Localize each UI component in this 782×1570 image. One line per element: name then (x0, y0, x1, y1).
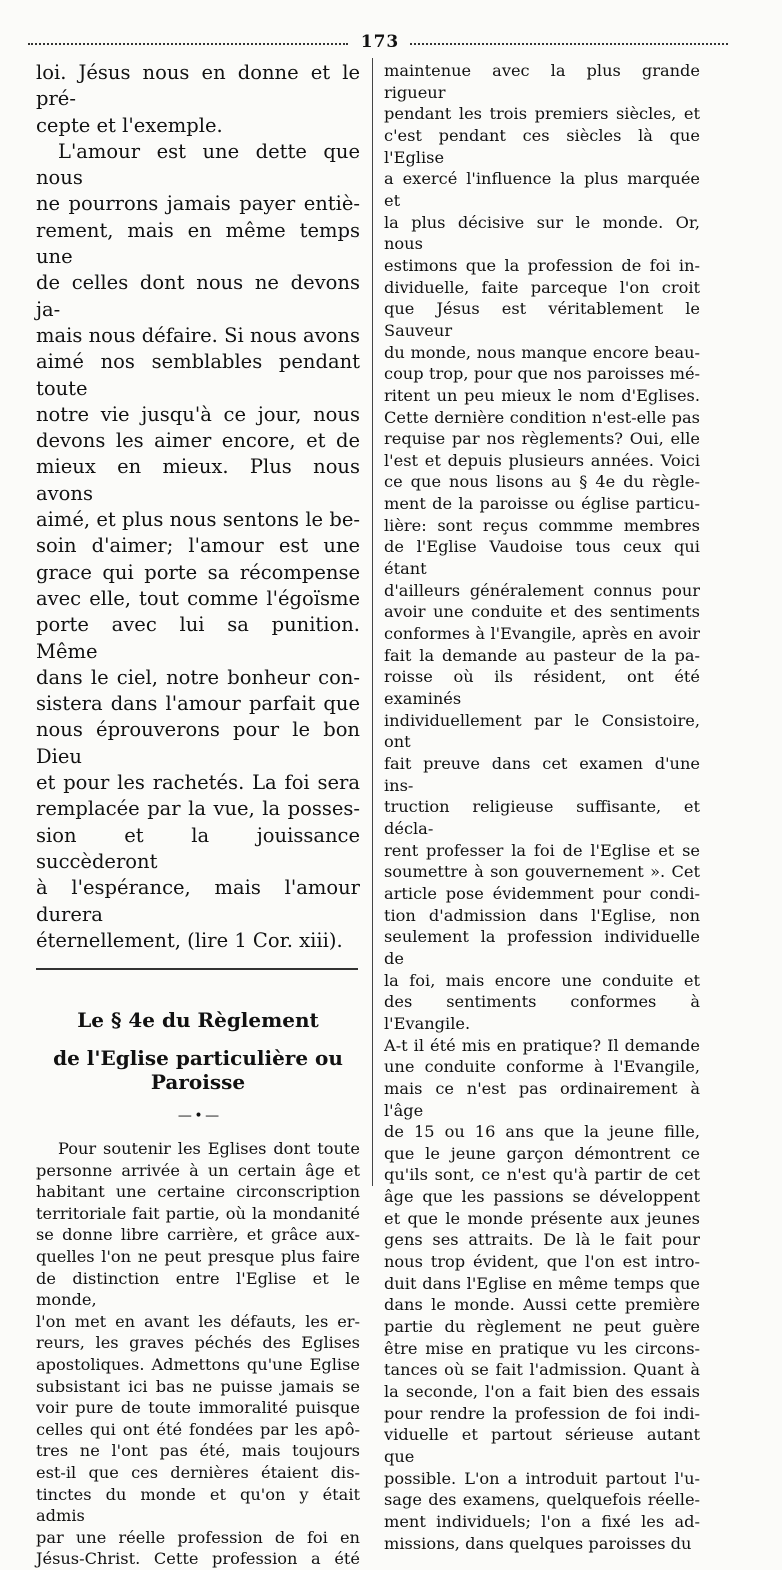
text-line: par une réelle profession de foi en (36, 1527, 360, 1547)
text-line: conformes à l'Evangile, après en avoir (384, 624, 700, 644)
text-line: notre vie jusqu'à ce jour, nous (36, 402, 360, 426)
text-line: être mise en pratique vu les circons- (384, 1338, 700, 1358)
page-number: 173 (360, 32, 400, 52)
text-line: que Jésus est véritablement le Sauveur (384, 299, 700, 340)
text-line: tion d'admission dans l'Eglise, non (384, 905, 700, 925)
header-rule-right (410, 43, 728, 45)
text-line: mais ce n'est pas ordinairement à l'âge (384, 1078, 700, 1120)
text-line: de distinction entre l'Eglise et le monde, (36, 1268, 360, 1310)
text-line: roisse où ils résident, ont été examinés (384, 667, 700, 709)
paragraph-love (36, 139, 360, 954)
text-line: duit dans l'Eglise en même temps que (384, 1273, 700, 1293)
text-line: habitant une certaine circonscription (36, 1182, 360, 1202)
text-line: éternellement, (lire 1 Cor. xiii). (36, 928, 343, 952)
column-divider (372, 58, 373, 1186)
text-line: L'amour est une dette que nous (36, 139, 360, 190)
text-line: âge que les passions se développent (384, 1187, 700, 1207)
left-column (36, 60, 360, 1570)
paragraph-church (36, 1138, 360, 1570)
text-line: de celles dont nous ne devons ja- (36, 271, 360, 321)
text-line: territoriale fait partie, où la mondanité (36, 1203, 360, 1223)
title-ornament: — • — (177, 1108, 219, 1125)
text-line: requise par nos règlements? Oui, elle (384, 429, 700, 449)
text-line: Jésus-Christ. Cette profession a été (36, 1549, 360, 1569)
section-separator (36, 968, 358, 970)
text-line: remplacée par la vue, la posses- (36, 797, 360, 821)
text-line: quelles l'on ne peut presque plus faire (36, 1247, 360, 1267)
text-line: porte avec lui sa punition. Même (36, 613, 360, 663)
text-line: la plus décisive sur le monde. Or, nous (384, 212, 700, 254)
text-line: partie du règlement ne peut guère (384, 1317, 700, 1337)
text-line: rement, mais en même temps une (36, 218, 360, 269)
text-line: seulement la profession individuelle de (384, 927, 700, 968)
text-line: tinctes du monde et qu'on y était admis (36, 1484, 360, 1526)
text-line: truction religieuse suffisante, et décla- (384, 797, 700, 838)
text-line: estimons que la profession de foi in- (384, 255, 700, 275)
text-line: avec elle, tout comme l'égoïsme (36, 586, 360, 610)
text-line: une conduite conforme à l'Evangile, (384, 1057, 700, 1077)
text-line: la seconde, l'on a fait bien des essais (384, 1382, 700, 1402)
text-line: sistera dans l'amour parfait que (36, 692, 360, 716)
text-line: grace qui porte sa récompense (36, 560, 360, 584)
text-line: ritent un peu mieux le nom d'Eglises. (384, 385, 700, 405)
text-line: celles qui ont été fondées par les apô- (36, 1419, 360, 1439)
text-line: soin d'aimer; l'amour est une (36, 534, 360, 558)
text-line: de 15 ou 16 ans que la jeune fille, (384, 1122, 700, 1142)
text-line: sion et la jouissance succèderont (36, 823, 360, 873)
text-line: maintenue avec la plus grande rigueur (384, 61, 700, 102)
text-line: aimé, et plus nous sentons le be- (36, 508, 360, 532)
text-line: individuellement par le Consistoire, ont (384, 710, 700, 752)
text-line: lière: sont reçus commme membres (384, 515, 700, 535)
text-line: ce que nous lisons au § 4e du règle- (384, 472, 700, 492)
text-line: ne pourrons jamais payer entiè- (36, 192, 360, 216)
text-line: reurs, les graves péchés des Eglises (36, 1333, 360, 1353)
text-line: l'on met en avant les défauts, les er- (36, 1311, 360, 1331)
text-line: tres ne l'ont pas été, mais toujours (36, 1441, 360, 1461)
text-line: mais nous défaire. Si nous avons (36, 323, 360, 347)
page-header (28, 32, 728, 50)
text-line: voir pure de toute immoralité puisque (36, 1398, 360, 1418)
text-line: pendant les trois premiers siècles, et (384, 104, 700, 124)
text-line: des sentiments conformes à l'Evangile. (384, 992, 700, 1033)
header-rule-left (28, 43, 348, 45)
section-title-line1: Le § 4e du Règlement (77, 1008, 319, 1033)
text-line: à l'espérance, mais l'amour durera (36, 876, 360, 926)
text-line: devons les aimer encore, et de (36, 429, 360, 453)
text-line: dans le monde. Aussi cette première (384, 1295, 700, 1315)
text-line: nous trop évident, que l'on est intro- (384, 1252, 700, 1272)
text-line: se donne libre carrière, et grâce aux- (36, 1225, 360, 1245)
text-line: et que le monde présente aux jeunes (384, 1208, 700, 1228)
text-line: viduelle et partout sérieuse autant que (384, 1425, 700, 1466)
text-line: possible. L'on a introduit partout l'u- (384, 1468, 700, 1488)
text-line: l'est et depuis plusieurs années. Voici (384, 450, 700, 470)
text-line: d'ailleurs généralement connus pour (384, 580, 700, 600)
text-line: A-t il été mis en pratique? Il demande (384, 1035, 700, 1055)
text-line: et pour les rachetés. La foi sera (36, 771, 360, 795)
text-line: subsistant ici bas ne puisse jamais se (36, 1376, 360, 1396)
text-line: rent professer la foi de l'Eglise et se (384, 840, 700, 860)
text-line: mieux en mieux. Plus nous avons (36, 455, 360, 505)
section-title-line2: de l'Eglise particulière ou Paroisse (53, 1046, 343, 1095)
text-line: qu'ils sont, ce n'est qu'à partir de cet (384, 1165, 700, 1185)
text-line: personne arrivée à un certain âge et (36, 1160, 360, 1180)
text-line: coup trop, pour que nos paroisses mé- (384, 364, 700, 384)
text-line: apostoliques. Admettons qu'une Eglise (36, 1355, 360, 1375)
text-line: Cette dernière condition n'est-elle pas (384, 407, 700, 427)
text-line: du monde, nous manque encore beau- (384, 342, 700, 362)
text-line: nous éprouverons pour le bon Dieu (36, 718, 360, 768)
right-column (384, 60, 700, 1554)
text-line: ment individuels; l'on a fixé les ad- (384, 1511, 700, 1531)
text-line: ment de la paroisse ou église particu- (384, 494, 700, 514)
paragraph-right (384, 60, 700, 1554)
text-line: de l'Eglise Vaudoise tous ceux qui étant (384, 537, 700, 579)
text-line: est-il que ces dernières étaient dis- (36, 1463, 360, 1482)
text-line: gens ses attraits. De là le fait pour (384, 1230, 700, 1250)
text-line: c'est pendant ces siècles là que l'Eglise (384, 125, 700, 167)
text-line: sage des examens, quelquefois réelle- (384, 1490, 700, 1510)
text-line: pour rendre la profession de foi indi- (384, 1403, 700, 1423)
text-line: fait la demande au pasteur de la pa- (384, 645, 700, 665)
text-line: avoir une conduite et des sentiments (384, 602, 700, 622)
text-line: loi. Jésus nous en donne et le pré- (36, 61, 360, 111)
paragraph-intro (36, 60, 360, 139)
text-line: tances où se fait l'admission. Quant à (384, 1360, 700, 1380)
text-line: soumettre à son gouvernement ». Cet (384, 862, 700, 882)
text-line: fait preuve dans cet examen d'une ins- (384, 754, 700, 795)
text-line: que le jeune garçon démontrent ce (384, 1143, 700, 1163)
text-line: la foi, mais encore une conduite et (384, 970, 700, 990)
text-line: article pose évidemment pour condi- (384, 883, 700, 903)
text-line: dans le ciel, notre bonheur con- (36, 665, 360, 689)
text-line: Pour soutenir les Eglises dont toute (58, 1139, 360, 1159)
text-line: a exercé l'influence la plus marquée et (384, 169, 700, 210)
text-line: dividuelle, faite parceque l'on croit (384, 277, 700, 297)
text-line: missions, dans quelques paroisses du (384, 1533, 692, 1553)
text-line: cepte et l'exemple. (36, 113, 223, 137)
text-line: aimé nos semblables pendant toute (36, 350, 360, 400)
